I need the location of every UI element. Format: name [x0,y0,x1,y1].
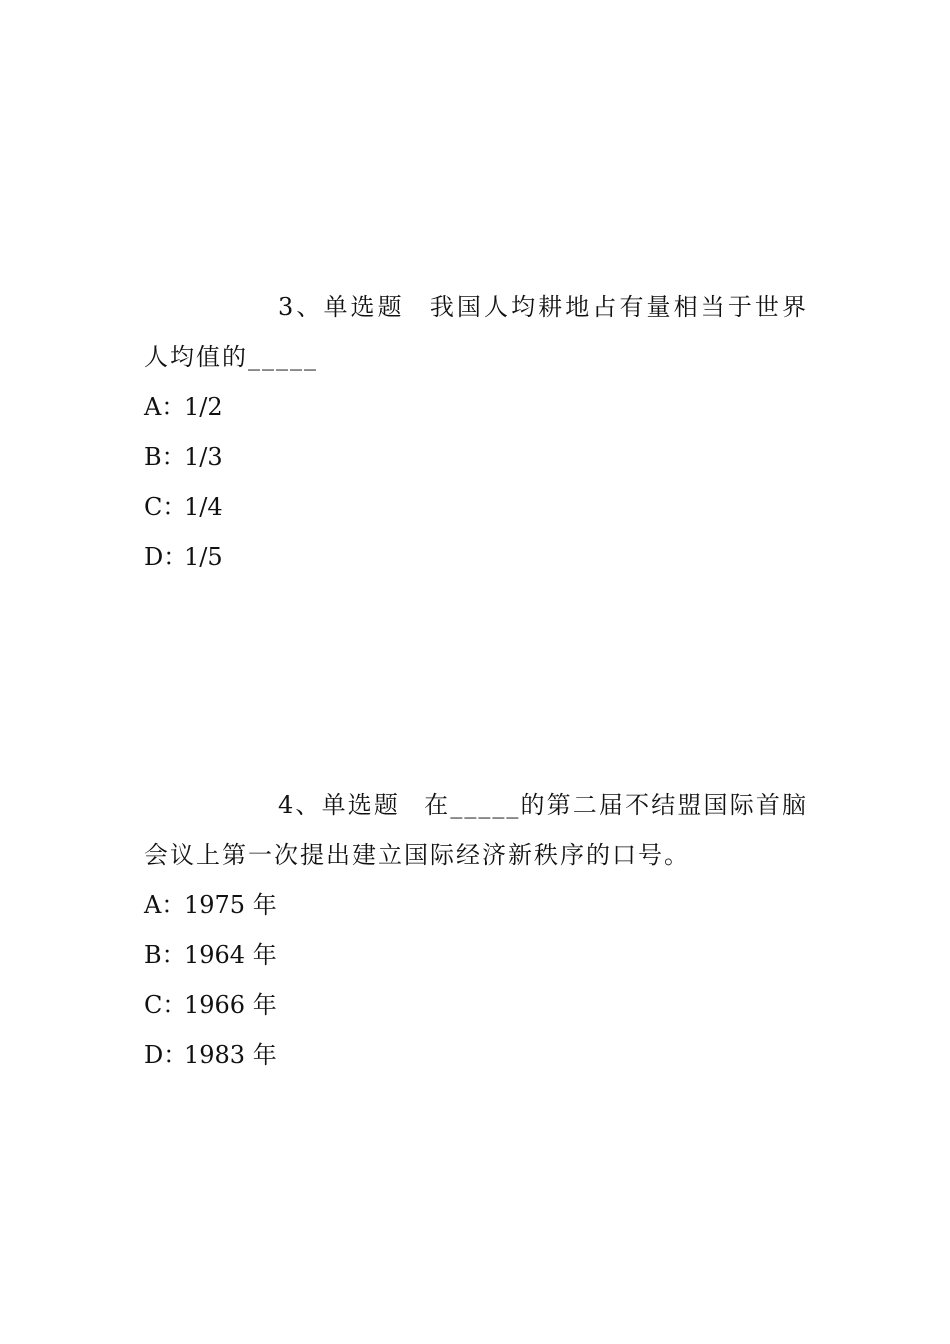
option-letter: B： [144,443,186,471]
option-letter: D： [144,543,188,571]
option-a [144,880,808,930]
question-3 [144,282,808,582]
question-4 [144,780,808,1080]
question-text: 在_____的第二届不结盟国际首脑会议上第一次提出建立国际经济新秩序的口号。 [144,791,808,869]
option-text: 1/3 [184,443,223,471]
question-type: 单选题 [323,293,405,321]
option-b [144,930,808,980]
question-type: 单选题 [321,791,401,819]
option-letter: A： [144,891,186,919]
option-d [144,1030,808,1080]
option-text: 1964 年 [184,941,277,969]
option-text: 1975 年 [184,891,277,919]
option-letter: D： [144,1041,188,1069]
option-c [144,980,808,1030]
option-a [144,382,808,432]
question-stem [144,780,808,880]
option-b [144,432,808,482]
option-letter: C： [144,493,187,521]
option-list [144,880,808,1080]
question-stem [144,282,808,382]
option-text: 1/2 [184,393,223,421]
option-text: 1983 年 [184,1041,277,1069]
option-c [144,482,808,532]
question-text: 我国人均耕地占有量相当于世界人均值的_____ [144,293,808,371]
option-text: 1/5 [184,543,223,571]
option-letter: C： [144,991,187,1019]
option-text: 1/4 [184,493,223,521]
question-number: 4、 [278,791,322,819]
option-text: 1966 年 [184,991,277,1019]
option-d [144,532,808,582]
option-letter: B： [144,941,186,969]
option-letter: A： [144,393,186,421]
question-number: 3、 [278,293,324,321]
option-list [144,382,808,582]
